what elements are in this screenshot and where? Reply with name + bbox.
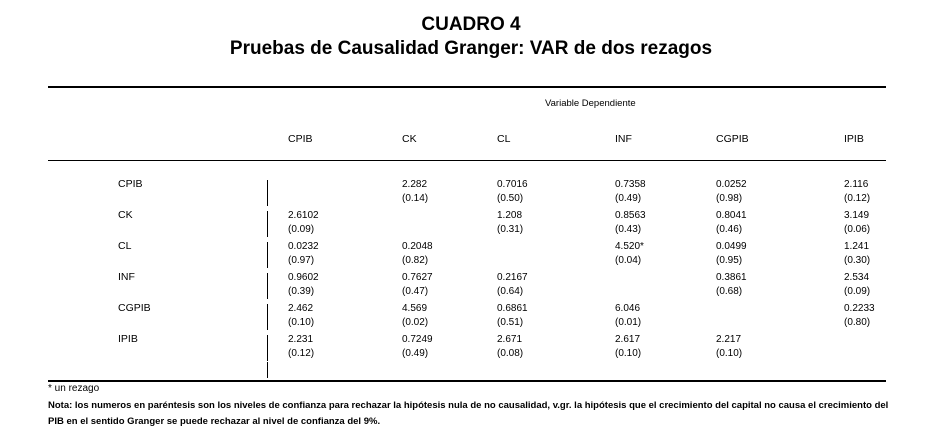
f-statistic: 0.2233: [844, 303, 875, 314]
table-cell: [615, 178, 646, 206]
table-cell: [844, 240, 870, 268]
confidence-level: (0.02): [402, 317, 429, 328]
f-statistic: 0.7627: [402, 272, 433, 283]
f-statistic: 0.2048: [402, 241, 433, 252]
confidence-level: (0.80): [844, 317, 871, 328]
table-cell: [288, 271, 319, 299]
confidence-level: (0.46): [716, 224, 743, 235]
top-rule: [48, 86, 886, 88]
f-statistic: 0.7358: [615, 179, 646, 190]
confidence-level: (0.09): [288, 224, 315, 235]
confidence-level: (0.43): [615, 224, 642, 235]
confidence-level: (0.14): [402, 193, 429, 204]
confidence-level: (0.50): [497, 193, 524, 204]
confidence-level: (0.97): [288, 255, 315, 266]
confidence-level: (0.12): [288, 348, 315, 359]
table-cell: [288, 302, 314, 330]
table-cell: [497, 209, 523, 237]
row-separator-bar: [267, 273, 268, 299]
confidence-level: (0.10): [716, 348, 743, 359]
confidence-level: (0.95): [716, 255, 743, 266]
table-cell: [844, 302, 875, 330]
confidence-level: (0.47): [402, 286, 429, 297]
row-separator-bar: [267, 211, 268, 237]
confidence-level: (0.39): [288, 286, 315, 297]
confidence-level: (0.82): [402, 255, 429, 266]
table-cell: [716, 271, 747, 299]
f-statistic: 6.046: [615, 303, 641, 314]
table-cell: [402, 302, 428, 330]
column-header-cgpib: CGPIB: [716, 133, 749, 145]
table-cell: [844, 209, 870, 237]
confidence-level: (0.09): [844, 286, 871, 297]
table-cell: [844, 271, 870, 299]
table-cell: [497, 302, 528, 330]
bottom-rule: [48, 380, 886, 382]
row-separator-bar: [267, 335, 268, 361]
row-header-cpib: CPIB: [118, 178, 143, 190]
confidence-level: (0.64): [497, 286, 524, 297]
f-statistic: 2.231: [288, 334, 314, 345]
table-cell: [844, 178, 870, 206]
row-separator-bar: [267, 242, 268, 268]
row-separator-bar: [267, 180, 268, 206]
header-rule: [48, 160, 886, 161]
table-subtitle: Pruebas de Causalidad Granger: VAR de dos rezagos: [229, 38, 713, 59]
f-statistic: 0.0232: [288, 241, 319, 252]
table-cell: [497, 178, 528, 206]
f-statistic: 0.9602: [288, 272, 319, 283]
table-cell: [402, 240, 433, 268]
row-header-inf: INF: [118, 271, 135, 283]
confidence-level: (0.08): [497, 348, 524, 359]
confidence-level: (0.12): [844, 193, 871, 204]
table-cell: [402, 271, 433, 299]
table-title: CUADRO 4: [421, 14, 521, 35]
f-statistic: 0.3861: [716, 272, 747, 283]
column-header-inf: INF: [615, 133, 632, 145]
row-header-ck: CK: [118, 209, 133, 221]
row-separator-bar: [267, 304, 268, 330]
column-header-ipib: IPIB: [844, 133, 864, 145]
table-cell: [716, 178, 747, 206]
f-statistic: 0.7249: [402, 334, 433, 345]
confidence-level: (0.31): [497, 224, 524, 235]
table-note: Nota: los numeros en paréntesis son los niveles de confianza para rechazar la hipótesis nula de no causalidad, v.gr. la hipótesis que el crecimiento del capital no causa el crecimiento del PIB en el sentido Granger se puede rechazar al nivel de confianza del 9%.: [48, 400, 889, 427]
column-header-ck: CK: [402, 133, 417, 145]
table-cell: [402, 333, 433, 361]
table-cell: [497, 271, 528, 299]
f-statistic: 2.462: [288, 303, 314, 314]
row-separator-bar: [267, 362, 268, 378]
row-header-cl: CL: [118, 240, 132, 252]
table-cell: [497, 333, 523, 361]
f-statistic: 0.0252: [716, 179, 747, 190]
f-statistic: 0.7016: [497, 179, 528, 190]
f-statistic: 2.617: [615, 334, 641, 345]
f-statistic: 4.569: [402, 303, 428, 314]
dependent-variable-label: Variable Dependiente: [545, 98, 636, 109]
table-cell: [716, 209, 747, 237]
f-statistic: 2.534: [844, 272, 870, 283]
f-statistic: 2.671: [497, 334, 523, 345]
table-cell: [716, 240, 747, 268]
table-cell: [716, 333, 742, 361]
table-cell: [288, 209, 319, 237]
confidence-level: (0.98): [716, 193, 743, 204]
footnote: * un rezago: [48, 383, 100, 394]
f-statistic: 0.2167: [497, 272, 528, 283]
f-statistic: 1.241: [844, 241, 870, 252]
confidence-level: (0.01): [615, 317, 642, 328]
confidence-level: (0.06): [844, 224, 871, 235]
confidence-level: (0.49): [615, 193, 642, 204]
confidence-level: (0.30): [844, 255, 871, 266]
table-cell: [288, 240, 319, 268]
table-cell: [615, 333, 641, 361]
confidence-level: (0.10): [615, 348, 642, 359]
row-header-ipib: IPIB: [118, 333, 138, 345]
column-header-cpib: CPIB: [288, 133, 313, 145]
column-header-cl: CL: [497, 133, 511, 145]
f-statistic: 3.149: [844, 210, 870, 221]
f-statistic: 2.116: [844, 179, 869, 190]
confidence-level: (0.10): [288, 317, 315, 328]
f-statistic: 0.6861: [497, 303, 528, 314]
f-statistic: 0.8041: [716, 210, 747, 221]
f-statistic: 0.8563: [615, 210, 646, 221]
confidence-level: (0.68): [716, 286, 743, 297]
f-statistic: 0.0499: [716, 241, 747, 252]
confidence-level: (0.04): [615, 255, 642, 266]
confidence-level: (0.49): [402, 348, 429, 359]
f-statistic: 4.520*: [615, 241, 644, 252]
table-cell: [615, 240, 644, 268]
f-statistic: 2.282: [402, 179, 428, 190]
table-cell: [615, 302, 641, 330]
confidence-level: (0.51): [497, 317, 524, 328]
f-statistic: 1.208: [497, 210, 523, 221]
table-cell: [288, 333, 314, 361]
table-cell: [615, 209, 646, 237]
table-cell: [402, 178, 428, 206]
f-statistic: 2.6102: [288, 210, 319, 221]
f-statistic: 2.217: [716, 334, 742, 345]
row-header-cgpib: CGPIB: [118, 302, 151, 314]
